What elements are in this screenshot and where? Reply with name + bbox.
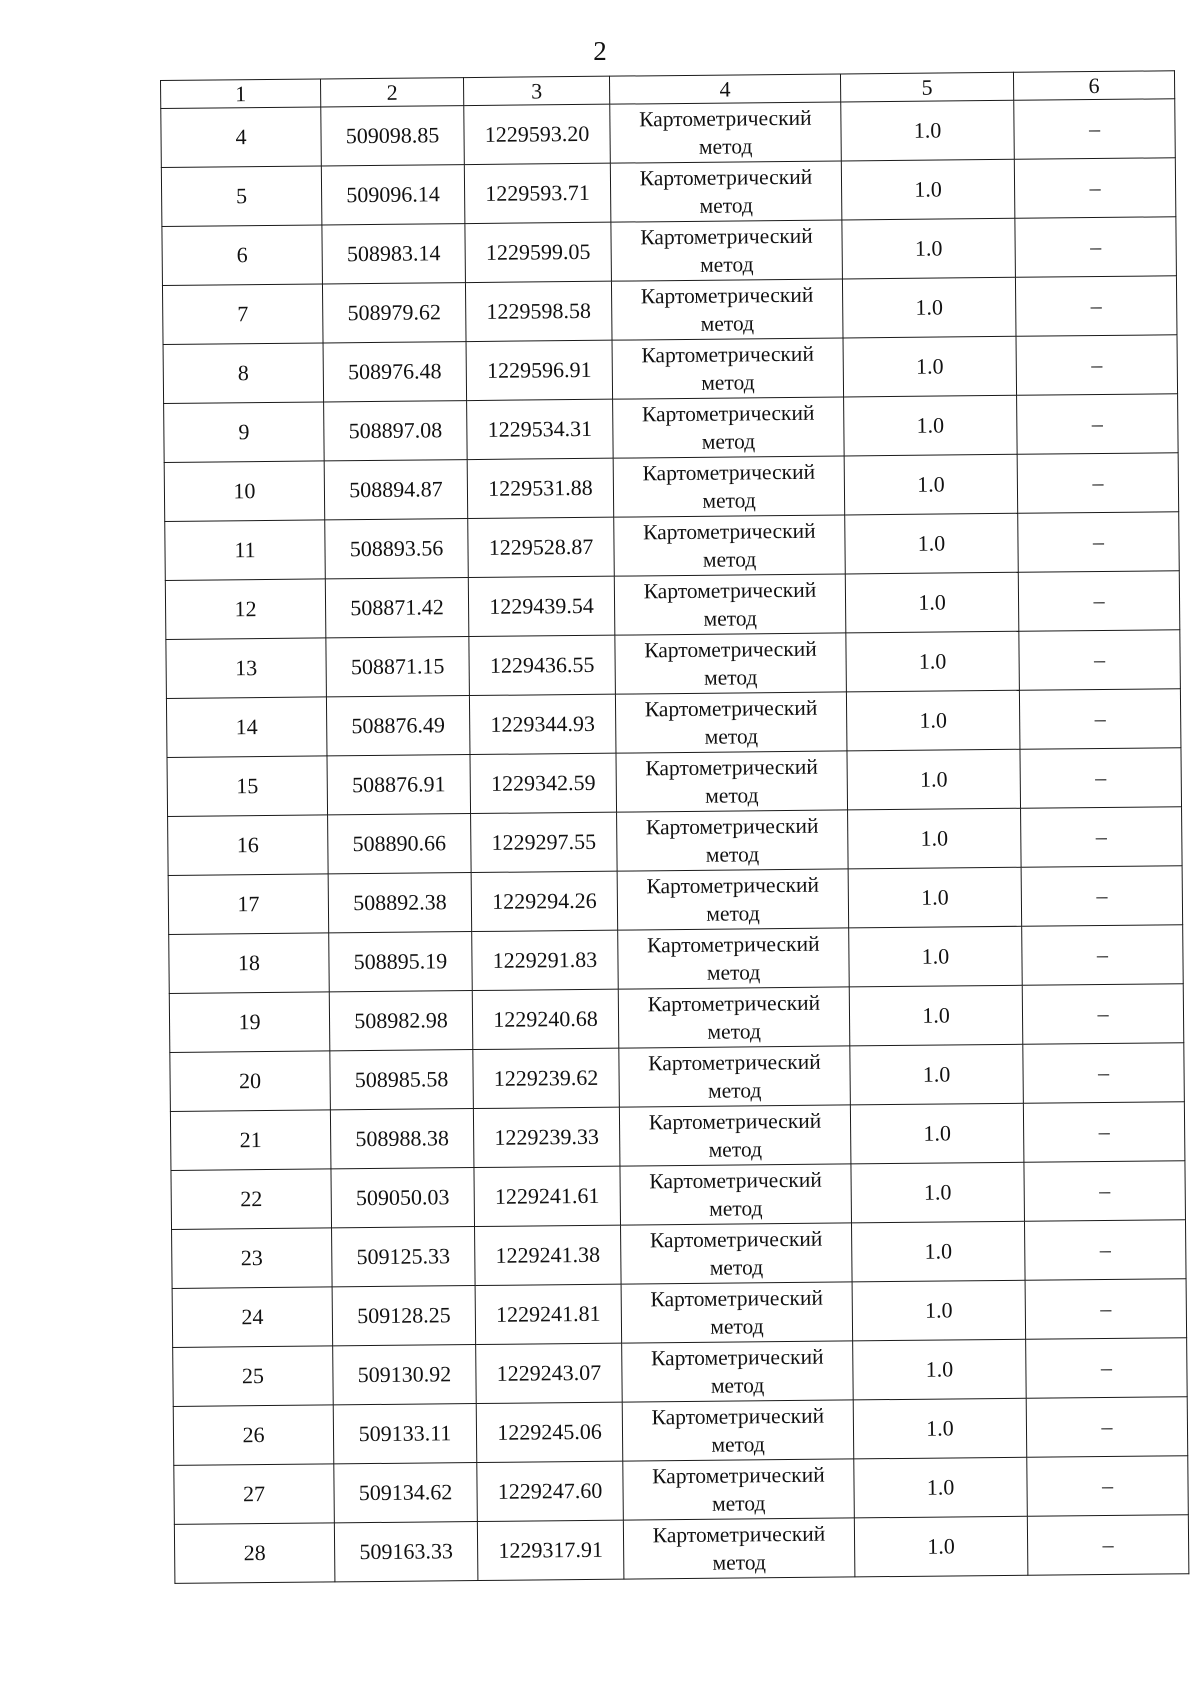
accuracy-cell: 1.0: [849, 926, 1023, 987]
table-row: [169, 925, 1184, 994]
y-coordinate-cell: 1229241.61: [474, 1166, 621, 1226]
y-coordinate-cell: 1229294.26: [471, 871, 618, 931]
method-cell: Картометрический метод: [619, 1046, 851, 1107]
x-coordinate-cell: 509134.62: [334, 1463, 478, 1523]
y-coordinate-cell: 1229598.58: [465, 281, 612, 341]
x-coordinate-cell: 509128.25: [332, 1286, 476, 1346]
method-cell: Картометрический метод: [613, 456, 845, 517]
note-cell: –: [1019, 630, 1181, 691]
table-row: [172, 1279, 1187, 1348]
x-coordinate-cell: 509096.14: [321, 165, 465, 225]
accuracy-cell: 1.0: [854, 1516, 1028, 1577]
point-number-cell: 28: [174, 1523, 335, 1584]
table-row: [165, 512, 1180, 581]
y-coordinate-cell: 1229239.33: [473, 1107, 620, 1167]
note-cell: –: [1021, 866, 1183, 927]
column-header: 5: [840, 72, 1013, 102]
x-coordinate-cell: 508979.62: [322, 283, 466, 343]
x-coordinate-cell: 509133.11: [333, 1404, 477, 1464]
table-row: [173, 1397, 1188, 1466]
note-cell: –: [1022, 925, 1184, 986]
point-number-cell: 8: [163, 343, 324, 404]
point-number-cell: 21: [170, 1110, 331, 1171]
note-cell: –: [1015, 217, 1177, 278]
table-row: [161, 99, 1176, 168]
y-coordinate-cell: 1229239.62: [473, 1048, 620, 1108]
point-number-cell: 13: [166, 638, 327, 699]
note-cell: –: [1026, 1338, 1188, 1399]
x-coordinate-cell: 508988.38: [330, 1109, 474, 1169]
x-coordinate-cell: 508876.49: [326, 696, 470, 756]
table-row: [168, 866, 1183, 935]
note-cell: –: [1023, 1043, 1185, 1104]
note-cell: –: [1022, 984, 1184, 1045]
point-number-cell: 7: [162, 284, 323, 345]
y-coordinate-cell: 1229439.54: [468, 576, 615, 636]
note-cell: –: [1024, 1161, 1186, 1222]
page-number: 2: [593, 36, 607, 66]
table-row: [162, 217, 1177, 286]
y-coordinate-cell: 1229241.38: [475, 1225, 622, 1285]
x-coordinate-cell: 509125.33: [332, 1227, 476, 1287]
column-header: 3: [463, 76, 609, 105]
y-coordinate-cell: 1229241.81: [475, 1284, 622, 1344]
accuracy-cell: 1.0: [849, 985, 1023, 1046]
y-coordinate-cell: 1229243.07: [476, 1343, 623, 1403]
x-coordinate-cell: 509163.33: [334, 1522, 478, 1582]
point-number-cell: 19: [169, 992, 330, 1053]
y-coordinate-cell: 1229240.68: [472, 989, 619, 1049]
column-header: 2: [320, 78, 463, 107]
table-row: [169, 984, 1184, 1053]
y-coordinate-cell: 1229245.06: [476, 1402, 623, 1462]
note-cell: –: [1017, 453, 1179, 514]
point-number-cell: 4: [161, 107, 322, 168]
method-cell: Картометрический метод: [617, 869, 849, 930]
point-number-cell: 20: [170, 1051, 331, 1112]
accuracy-cell: 1.0: [848, 808, 1022, 869]
method-cell: Картометрический метод: [615, 633, 847, 694]
point-number-cell: 16: [168, 815, 329, 876]
method-cell: Картометрический метод: [618, 987, 850, 1048]
coordinates-table: [160, 70, 1189, 1584]
point-number-cell: 22: [171, 1169, 332, 1230]
method-cell: Картометрический метод: [620, 1164, 852, 1225]
table-row: [164, 453, 1179, 522]
method-cell: Картометрический метод: [614, 574, 846, 635]
accuracy-cell: 1.0: [845, 572, 1019, 633]
table-body: [161, 99, 1189, 1584]
method-cell: Картометрический метод: [618, 928, 850, 989]
point-number-cell: 5: [161, 166, 322, 227]
accuracy-cell: 1.0: [846, 631, 1020, 692]
method-cell: Картометрический метод: [615, 692, 847, 753]
point-number-cell: 15: [167, 756, 328, 817]
method-cell: Картометрический метод: [623, 1459, 855, 1520]
x-coordinate-cell: 508897.08: [324, 401, 468, 461]
point-number-cell: 6: [162, 225, 323, 286]
accuracy-cell: 1.0: [851, 1162, 1025, 1223]
note-cell: –: [1025, 1279, 1187, 1340]
point-number-cell: 27: [174, 1464, 335, 1525]
method-cell: Картометрический метод: [623, 1518, 855, 1579]
method-cell: Картометрический метод: [611, 220, 843, 281]
point-number-cell: 9: [164, 402, 325, 463]
method-cell: Картометрический метод: [617, 810, 849, 871]
note-cell: –: [1014, 158, 1176, 219]
x-coordinate-cell: 508890.66: [328, 814, 472, 874]
table-row: [170, 1102, 1185, 1171]
note-cell: –: [1019, 689, 1181, 750]
table-row: [170, 1043, 1185, 1112]
accuracy-cell: 1.0: [850, 1044, 1024, 1105]
note-cell: –: [1020, 748, 1182, 809]
method-cell: Картометрический метод: [613, 397, 845, 458]
x-coordinate-cell: 508876.91: [327, 755, 471, 815]
x-coordinate-cell: 508871.42: [325, 578, 469, 638]
table-row: [161, 158, 1176, 227]
table-row: [164, 394, 1179, 463]
method-cell: Картометрический метод: [610, 102, 842, 163]
y-coordinate-cell: 1229436.55: [469, 635, 616, 695]
table-row: [162, 276, 1177, 345]
y-coordinate-cell: 1229534.31: [467, 399, 614, 459]
y-coordinate-cell: 1229247.60: [477, 1461, 624, 1521]
accuracy-cell: 1.0: [844, 395, 1018, 456]
accuracy-cell: 1.0: [845, 513, 1019, 574]
column-header: 4: [609, 74, 840, 104]
point-number-cell: 12: [165, 579, 326, 640]
note-cell: –: [1027, 1515, 1189, 1576]
note-cell: –: [1026, 1397, 1188, 1458]
note-cell: –: [1014, 99, 1176, 160]
accuracy-cell: 1.0: [853, 1339, 1027, 1400]
note-cell: –: [1015, 276, 1177, 337]
x-coordinate-cell: 509098.85: [321, 106, 465, 166]
x-coordinate-cell: 508985.58: [330, 1050, 474, 1110]
point-number-cell: 17: [168, 874, 329, 935]
column-header: 1: [161, 79, 321, 109]
point-number-cell: 25: [173, 1346, 334, 1407]
table-row: [167, 748, 1182, 817]
x-coordinate-cell: 508894.87: [324, 460, 468, 520]
table-row: [172, 1220, 1187, 1289]
y-coordinate-cell: 1229593.20: [464, 104, 611, 164]
point-number-cell: 24: [172, 1287, 333, 1348]
y-coordinate-cell: 1229342.59: [470, 753, 617, 813]
note-cell: –: [1017, 394, 1179, 455]
note-cell: –: [1023, 1102, 1185, 1163]
table-row: [163, 335, 1178, 404]
accuracy-cell: 1.0: [847, 749, 1021, 810]
table-row: [173, 1338, 1188, 1407]
accuracy-cell: 1.0: [853, 1398, 1027, 1459]
point-number-cell: 11: [165, 520, 326, 581]
table-row: [166, 689, 1181, 758]
accuracy-cell: 1.0: [852, 1280, 1026, 1341]
y-coordinate-cell: 1229297.55: [471, 812, 618, 872]
x-coordinate-cell: 508893.56: [325, 519, 469, 579]
point-number-cell: 18: [169, 933, 330, 994]
x-coordinate-cell: 508976.48: [323, 342, 467, 402]
method-cell: Картометрический метод: [616, 751, 848, 812]
accuracy-cell: 1.0: [841, 100, 1015, 161]
method-cell: Картометрический метод: [619, 1105, 851, 1166]
y-coordinate-cell: 1229593.71: [464, 163, 611, 223]
accuracy-cell: 1.0: [842, 218, 1016, 279]
method-cell: Картометрический метод: [611, 279, 843, 340]
y-coordinate-cell: 1229291.83: [472, 930, 619, 990]
point-number-cell: 10: [164, 461, 325, 522]
accuracy-cell: 1.0: [854, 1457, 1028, 1518]
table-row: [174, 1515, 1189, 1584]
y-coordinate-cell: 1229344.93: [469, 694, 616, 754]
column-header: 6: [1013, 71, 1174, 101]
table-row: [166, 630, 1181, 699]
note-cell: –: [1027, 1456, 1189, 1517]
accuracy-cell: 1.0: [842, 277, 1016, 338]
note-cell: –: [1024, 1220, 1186, 1281]
x-coordinate-cell: 509050.03: [331, 1168, 475, 1228]
accuracy-cell: 1.0: [850, 1103, 1024, 1164]
accuracy-cell: 1.0: [848, 867, 1022, 928]
method-cell: Картометрический метод: [621, 1223, 853, 1284]
point-number-cell: 23: [172, 1228, 333, 1289]
table-row: [171, 1161, 1186, 1230]
accuracy-cell: 1.0: [841, 159, 1015, 220]
x-coordinate-cell: 508982.98: [329, 991, 473, 1051]
accuracy-cell: 1.0: [843, 336, 1017, 397]
method-cell: Картометрический метод: [621, 1282, 853, 1343]
x-coordinate-cell: 508892.38: [328, 873, 472, 933]
x-coordinate-cell: 508871.15: [326, 637, 470, 697]
method-cell: Картометрический метод: [614, 515, 846, 576]
accuracy-cell: 1.0: [844, 454, 1018, 515]
y-coordinate-cell: 1229599.05: [465, 222, 612, 282]
method-cell: Картометрический метод: [622, 1400, 854, 1461]
x-coordinate-cell: 508983.14: [322, 224, 466, 284]
y-coordinate-cell: 1229317.91: [477, 1520, 624, 1580]
y-coordinate-cell: 1229596.91: [466, 340, 613, 400]
accuracy-cell: 1.0: [846, 690, 1020, 751]
table-row: [174, 1456, 1189, 1525]
method-cell: Картометрический метод: [612, 338, 844, 399]
note-cell: –: [1018, 512, 1180, 573]
table-row: [168, 807, 1183, 876]
method-cell: Картометрический метод: [610, 161, 842, 222]
y-coordinate-cell: 1229531.88: [467, 458, 614, 518]
method-cell: Картометрический метод: [622, 1341, 854, 1402]
y-coordinate-cell: 1229528.87: [468, 517, 615, 577]
accuracy-cell: 1.0: [852, 1221, 1026, 1282]
note-cell: –: [1021, 807, 1183, 868]
point-number-cell: 26: [173, 1405, 334, 1466]
x-coordinate-cell: 508895.19: [329, 932, 473, 992]
point-number-cell: 14: [166, 697, 327, 758]
note-cell: –: [1016, 335, 1178, 396]
table-row: [165, 571, 1180, 640]
note-cell: –: [1018, 571, 1180, 632]
x-coordinate-cell: 509130.92: [333, 1345, 477, 1405]
